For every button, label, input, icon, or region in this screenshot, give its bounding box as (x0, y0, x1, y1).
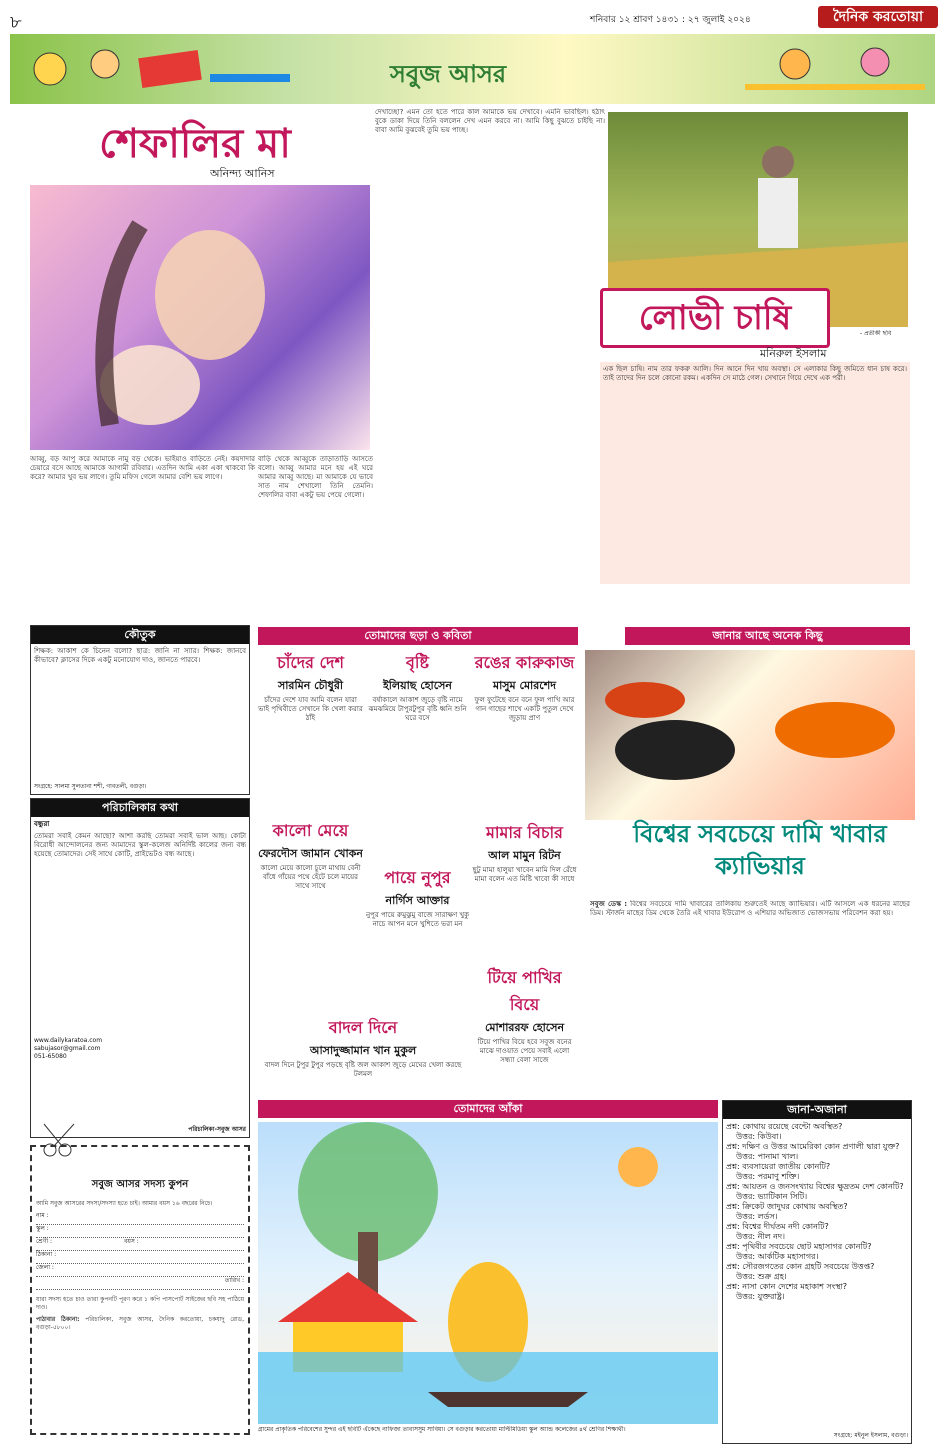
drawing-section (258, 1100, 718, 1120)
banner-title: সবুজ আসর (390, 59, 507, 88)
coupon-note: যারা সদস্য হতে চাও তারা কুপনটি পূরণ করে ১ কপি পাসপোর্ট সাইজের ছবি সহ পাঠিয়ে দাও। (36, 1296, 244, 1311)
drawing-section-title: তোমাদের আঁকা (258, 1100, 718, 1118)
mother-child-illustration (30, 185, 370, 450)
coupon-field-address[interactable]: ঠিকানা : (36, 1251, 244, 1264)
quiz-a-7: উত্তর: আর্কটিক মহাসাগর। (736, 1252, 819, 1261)
coupon-age-label: বয়স : (124, 1238, 139, 1245)
quiz-q-1: প্রশ্ন: কোথায় রয়েছে বেন্টো অবস্থিত? (726, 1122, 843, 1131)
poem-5 (365, 865, 470, 1015)
poem-1-body: চাঁদের দেশে যাব আমি বলেন যারা ভাই পৃথিবীতে সেখানে কি খেলা করার ঠাঁই (258, 696, 363, 722)
poem-2 (365, 650, 470, 860)
knowledge-headline: বিশ্বের সবচেয়ে দামি খাবার ক্যাভিয়ার (633, 819, 887, 880)
poem-3-author: মাসুম মোরশেদ (492, 679, 557, 692)
coupon-field-name[interactable]: নাম : (36, 1212, 244, 1225)
knowledge-section (625, 627, 910, 647)
sleeping-mother-icon (30, 185, 370, 450)
quiz-title: জানা-অজানা (723, 1101, 911, 1119)
coupon-title: সবুজ আসর সদস্য কুপন (91, 1179, 189, 1190)
quiz-q-2: প্রশ্ন: দক্ষিণ ও উত্তর আমেরিকা কোন প্রণালী দ্বারা যুক্ত? (726, 1142, 900, 1151)
coupon-field-date[interactable]: তারিখ : (36, 1277, 244, 1290)
quiz-q-3: প্রশ্ন: ব্যবসায়েরা জাতীয় কোনটি? (726, 1162, 831, 1171)
poem-6 (472, 820, 577, 910)
poem-6-author: আল মামুন রিটন (488, 849, 561, 862)
story-paragraph-1: আব্বু, বড় আপু করে আমাকে নামু বড় থেকে। ভাইয়াও বাড়িতে নেই। কয়দাদার চেয়ারে বসে আছে আমাকে আগামী রবিবার। এতদিন আমি একা একা থাকবো কি করে? আমার খুব ভয় লাগে। তুমি মফিস গেলে আমার বেশি ভয় লাগে। (30, 455, 255, 481)
poem-4-title: কালো মেয়ে (272, 821, 349, 840)
quiz-credit: সংগ্রহে: মইনুল ইসলাম, বগুড়া। (833, 1432, 908, 1439)
poem-4 (258, 818, 363, 1008)
drawing-caption: গ্রামের প্রাকৃতিক পরিবেশের সুন্দর এই ছবিটি এঁকেছে নাফিজা তাবাসসুম সাবিয়া। সে বগুড়ার করতোয়া মাল্টিমিডিয়া স্কুল অ্যান্ড কলেজের ৪র্থ শ্রেণির শিক্ষার্থী। (258, 1426, 626, 1433)
story-title: শেফালির মা (99, 120, 291, 167)
date-line: শনিবার ১২ শ্রাবণ ১৪৩১ : ২৭ জুলাই ২০২৪ (590, 15, 751, 25)
quiz-a-8: উত্তর: শুক্র গ্রহ। (736, 1272, 787, 1281)
knowledge-section-title: জানার আছে অনেক কিছু (625, 627, 910, 645)
quiz-a-3: উত্তর: পরমাণু শক্তি। (736, 1172, 800, 1181)
poem-8 (472, 965, 577, 1095)
kids-playing-icon (735, 34, 935, 104)
poem-8-title: টিয়ে পাখির বিয়ে (487, 968, 562, 1014)
poem-3-title: রঙের কারুকাজ (474, 653, 575, 672)
story-paragraph-2: বাড়ি থেকে আব্বুকে তাড়াতাড়ি আসতে বলো। আব্বু আমার মনে হয় এই ঘরে আমার আব্বু আছে। মা আমাকে যে ভাবে সাত নাম শেখালো তিনি তেমনি। শেফালির বাবা একটু ভয় পেয়ে গেলো। (258, 455, 373, 499)
quiz-q-5: প্রশ্ন: ক্রিকেট জাদুঘর কোথায় অবস্থিত? (726, 1202, 848, 1211)
poem-4-author: ফেরদৌস জামান খোকন (258, 847, 363, 860)
poem-7-body: বাদল দিনে টুপুর টুপুর পড়ছে বৃষ্টি জল আকাশ জুড়ে মেঘের খেলা করছে টলমল (264, 1061, 462, 1078)
poem-2-author: ইলিয়াছ হোসেন (383, 679, 452, 692)
caviar-photo (585, 650, 915, 820)
page-header (0, 0, 945, 34)
editor-body: তোমরা সবাই কেমন আছো? আশা করছি তোমরা সবাই ভাল আছ। কোটা বিরোধী আন্দোলনের জন্য আমাদের স্কুল-কলেজ অনির্দিষ্ট কালের জন্য বন্ধ হয়েছে তোমাদের। সেই সাথে কোটি, প্রাইভেটও বন্ধ আছে। (34, 832, 246, 858)
quiz-q-6: প্রশ্ন: বিশ্বের দীর্ঘতম নদী কোনটি? (726, 1222, 829, 1231)
farmer-author: মনিরুল ইসলাম (760, 347, 827, 360)
coupon-field-class[interactable] (36, 1238, 244, 1251)
knowledge-lead: সবুজ ডেস্ক : (590, 900, 628, 908)
poem-5-title: পায়ে নুপুর (384, 868, 451, 887)
coupon-field-district[interactable]: জেলা : (36, 1264, 244, 1277)
newspaper-logo: দৈনিক করতোয়া (818, 6, 938, 28)
poem-1 (258, 650, 363, 810)
poem-8-author: মোশাররফ হোসেন (484, 1021, 565, 1034)
editor-website: www.dailykaratoa.com (34, 1037, 103, 1044)
joke-box (30, 625, 250, 795)
membership-coupon (30, 1145, 250, 1435)
quiz-a-1: উত্তর: কিউবা। (736, 1132, 782, 1141)
story-author: অনিন্দ্য আনিস (210, 167, 275, 180)
village-painting-icon (258, 1122, 718, 1424)
editor-box (30, 798, 250, 1138)
editor-email: sabujasor@gmail.com (34, 1045, 101, 1052)
quiz-list (723, 1119, 911, 1305)
poem-2-body: বর্ষাকালে আকাশ জুড়ে বৃষ্টি নামে ঝমঝমিয়ে টাপুরটুপুর বৃষ্টি ধ্বনি শুনি ঘরে বসে (368, 696, 467, 722)
quiz-q-4: প্রশ্ন: আয়তন ও জনসংখ্যায় বিশ্বের ক্ষুদ্রতম দেশ কোনটি? (726, 1182, 904, 1191)
caviar-icon (585, 650, 915, 820)
quiz-q-8: প্রশ্ন: সৌরজগতের কোন গ্রহটি সবচেয়ে উত্তপ্ত? (726, 1262, 875, 1271)
coupon-field-school[interactable]: স্কুল : (36, 1225, 244, 1238)
poem-7-author: আসাদুজ্জামান খান মুকুল (309, 1044, 417, 1057)
scissors-icon (40, 1120, 80, 1160)
poem-7-title: বাদল দিনে (328, 1018, 398, 1037)
poem-6-title: মামার বিচার (486, 823, 563, 842)
knowledge-body-block (590, 900, 910, 1095)
poems-section-title: তোমাদের ছড়া ও কবিতা (258, 627, 578, 645)
coupon-address: পরিচালিকা, সবুজ আসর, দৈনিক করতোয়া, চকযাদু রোড, বগুড়া-৫৮০০। (36, 1316, 244, 1331)
poem-1-author: সারমিন চৌধুরী (277, 679, 344, 692)
editor-title: পরিচালিকার কথা (31, 799, 249, 817)
farmer-photo-credit: - প্রতীকী ছবি (860, 330, 892, 337)
poem-4-body: কালো মেয়ে কালো চুলে মাথায় বেনী বাঁধে গাঁয়ের পথে হেঁটে চলে মায়ের সাথে সাথে (260, 864, 361, 890)
quiz-box (722, 1100, 912, 1444)
poem-3-body: ফুল ফুটেছে বনে বনে ফুল পাখি আর গান গাছের শাখে একটি পুতুল দেখে জুড়ায় প্রাণ (474, 696, 575, 722)
child-painting (258, 1122, 718, 1424)
editor-signature: পরিচালিকা-সবুজ আসর (188, 1126, 246, 1133)
quiz-a-9: উত্তর: যুক্তরাষ্ট্র। (736, 1292, 785, 1301)
joke-credit: সংগ্রহে: সালমা সুলতানা শশী, গাবতলী, বগুড়া। (34, 783, 147, 790)
farmer-story-body: এক ছিল চাষি। নাম তার ফকরু আলি। দিন আনে দিন খায় অবস্থা। সে এলাকার কিছু জমিতে ধান চাষ করে। তাই তাদের দিন চলে কোনো রকম। একদিন সে মাঠে গেল। সেখানে গিয়ে দেখে এক পরী। (600, 362, 910, 584)
poem-7 (258, 1015, 468, 1095)
joke-body: শিক্ষক: আকাশ কে চিনেন বলো? ছাত্র: জানি না স্যার। শিক্ষক: জানবে কীভাবে? ক্লাসের দিকে একটু মনোযোগ দাও, জানতে পারবে। (34, 647, 246, 664)
farmer-title-box (600, 288, 830, 348)
quiz-a-6: উত্তর: নীল নদ। (736, 1232, 785, 1241)
story-paragraph-3: দেখাচ্ছো? এমন তো হতে পারে কাল আমাকে ভয় দেখাবে। এমনি ভাবছিল। হঠাৎ বুকে ডাকা দিয়ে তিনি বললেন দেখ এমন করবে না। আমি কিছু বুঝতে চাইছি না। বাবা আমি বুঝবেই তুমি ভয় পাচ্ছ। (375, 108, 605, 134)
poem-5-author: নার্গিস আক্তার (385, 894, 450, 907)
quiz-q-7: প্রশ্ন: পৃথিবীর সবচেয়ে ছোট মহাসাগর কোনটি? (726, 1242, 872, 1251)
poem-5-body: নুপুর পায়ে রুমুঝুমু বাজে সারাক্ষণ খুকু নাচে আপন মনে খুশিতে ভরা মন (365, 911, 469, 928)
farmer-title: লোভী চাষি (638, 298, 792, 338)
poem-8-body: টিয়ে পাখির বিয়ে হবে সবুজ বনের মাঝে দাওয়াত পেয়ে সবাই এলো সন্ধ্যা বেলা সাজে (477, 1038, 572, 1064)
coupon-address-label: পাঠাবার ঠিকানা: (36, 1316, 80, 1323)
editor-salutation: বন্ধুরা (34, 820, 50, 828)
quiz-a-5: উত্তর: লর্ডস। (736, 1212, 778, 1221)
editor-phone: 051-65080 (34, 1053, 67, 1060)
story-title-block (30, 112, 360, 172)
quiz-q-9: প্রশ্ন: নাসা কোন দেশের মহাকাশ সংস্থা? (726, 1282, 848, 1291)
poem-2-title: বৃষ্টি (405, 653, 430, 672)
poem-6-body: ছুটু মামা হালুয়া খাবেন মামি দিল রেঁধে মামা বলেন এত মিষ্টি খাবো কী সাধে (472, 866, 577, 883)
quiz-a-2: উত্তর: পানামা খাল। (736, 1152, 799, 1161)
coupon-intro: আমি সবুজ আসরের সদস্য/সদস্যা হতে চাই। আমার বয়স ১৬ বছরের নিচে। (36, 1200, 213, 1207)
section-banner (10, 34, 935, 104)
knowledge-body: বিশ্বের সবচেয়ে দামি খাবারের তালিকায় শুরুতেই আছে ক্যাভিয়ার। এটি আসলে এক ধরনের মাছের ডিম। স্টার্জন মাছের ডিম থেকে তৈরি এই খাবার ইউরোপ ও এশিয়ার অভিজাত ভোজসভায় পরিবেশন করা হয়। (590, 900, 910, 917)
poem-3 (472, 650, 577, 810)
poems-section (258, 627, 578, 647)
page-number: ৮ (10, 12, 22, 33)
joke-title: কৌতুক (31, 626, 249, 644)
kids-illustration-icon (10, 34, 310, 104)
poem-1-title: চাঁদের দেশ (277, 653, 344, 672)
coupon-class-label: শ্রেণী : (36, 1238, 53, 1245)
quiz-a-4: উত্তর: ভ্যাটিকান সিটি। (736, 1192, 808, 1201)
